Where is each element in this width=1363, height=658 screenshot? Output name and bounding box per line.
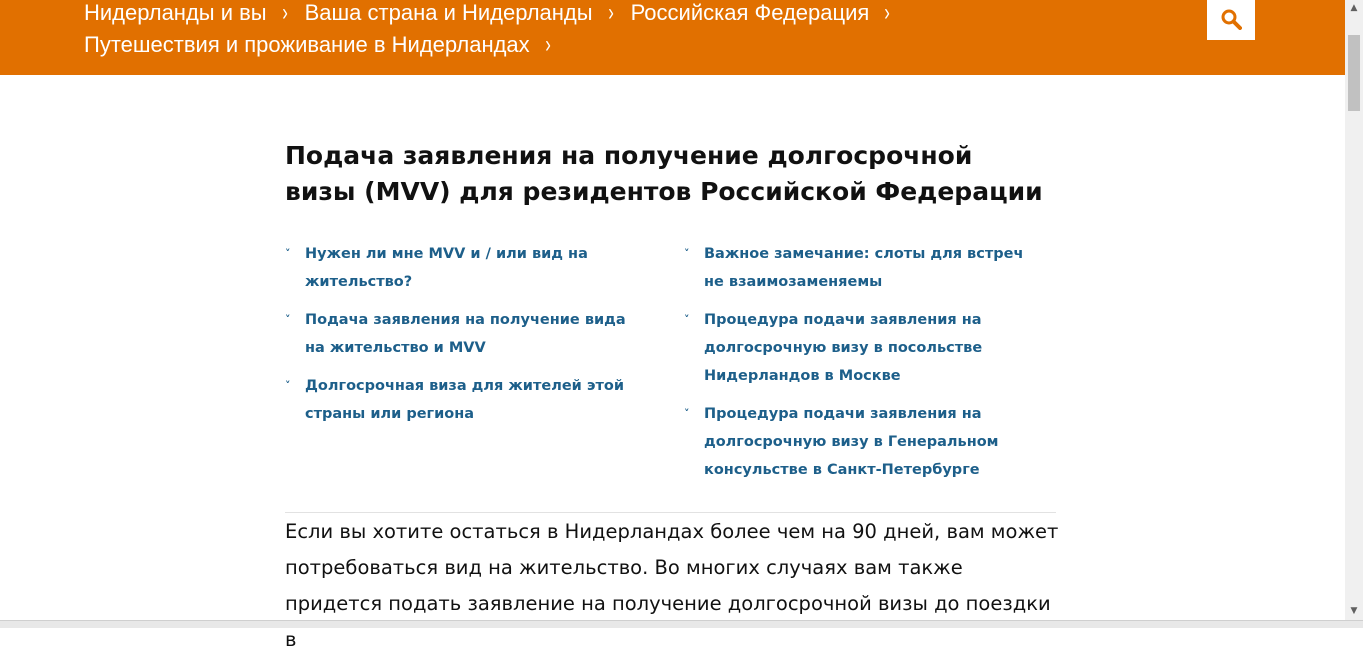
breadcrumb-label[interactable]: Нидерланды и вы xyxy=(84,0,267,25)
divider xyxy=(285,512,1056,513)
scroll-down-arrow-icon[interactable]: ▼ xyxy=(1350,606,1358,616)
page-title: Подача заявления на получение долгосрочной визы (MVV) для резидентов Российской Федерации xyxy=(285,141,1043,206)
vertical-scrollbar[interactable] xyxy=(1345,0,1363,620)
toc-link-label[interactable]: Важное замечание: слоты для встреч не взаимозаменяемы xyxy=(704,246,1024,290)
chevron-down-icon: ˅ xyxy=(285,247,291,260)
breadcrumb xyxy=(84,0,1194,61)
chevron-down-icon: ˅ xyxy=(285,379,291,392)
scroll-thumb[interactable] xyxy=(1348,35,1360,111)
chevron-down-icon: ˅ xyxy=(684,407,690,420)
toc-link-label[interactable]: Подача заявления на получение вида на жительство и MVV xyxy=(305,312,626,356)
toc-right-column xyxy=(684,240,1044,494)
breadcrumb-label[interactable]: Российская Федерация xyxy=(630,0,870,25)
site-header xyxy=(0,0,1345,75)
toc-link-label[interactable]: Долгосрочная виза для жителей этой страны или региона xyxy=(305,378,624,422)
search-icon xyxy=(1220,8,1242,30)
chevron-right-icon: › xyxy=(884,0,891,26)
chevron-right-icon: › xyxy=(544,31,551,58)
breadcrumb-item[interactable] xyxy=(84,29,552,61)
toc-link[interactable] xyxy=(285,306,645,362)
toc-link[interactable] xyxy=(285,372,645,428)
chevron-down-icon: ˅ xyxy=(285,313,291,326)
breadcrumb-item[interactable] xyxy=(631,0,892,29)
toc-link[interactable] xyxy=(285,240,645,296)
toc-link[interactable] xyxy=(684,240,1044,296)
toc-link-label[interactable]: Нужен ли мне MVV и / или вид на жительство? xyxy=(305,246,588,290)
breadcrumb-label[interactable]: Ваша страна и Нидерланды xyxy=(304,0,593,25)
search-button[interactable] xyxy=(1207,0,1255,40)
toc-link-label[interactable]: Процедура подачи заявления на долгосрочную визу в Генеральном консульстве в Санкт-Петербурге xyxy=(704,406,999,478)
toc-link[interactable] xyxy=(684,400,1044,484)
chevron-down-icon: ˅ xyxy=(684,247,690,260)
scroll-up-arrow-icon[interactable]: ▲ xyxy=(1350,3,1358,13)
intro-paragraph: Если вы хотите остаться в Нидерландах более чем на 90 дней, вам может потребоваться вид на жительство. Во многих случаях вам также придется подать заявление на получение долгосрочной визы до поездки в xyxy=(285,520,1059,651)
chevron-down-icon: ˅ xyxy=(684,313,690,326)
chevron-right-icon: › xyxy=(281,0,288,26)
toc-link[interactable] xyxy=(684,306,1044,390)
breadcrumb-item[interactable] xyxy=(305,0,615,29)
toc-left-column xyxy=(285,240,645,438)
chevron-right-icon: › xyxy=(607,0,614,26)
breadcrumb-label[interactable]: Путешествия и проживание в Нидерландах xyxy=(84,32,530,57)
toc-link-label[interactable]: Процедура подачи заявления на долгосрочную визу в посольстве Нидерландов в Москве xyxy=(704,312,983,384)
breadcrumb-item[interactable] xyxy=(84,0,289,29)
